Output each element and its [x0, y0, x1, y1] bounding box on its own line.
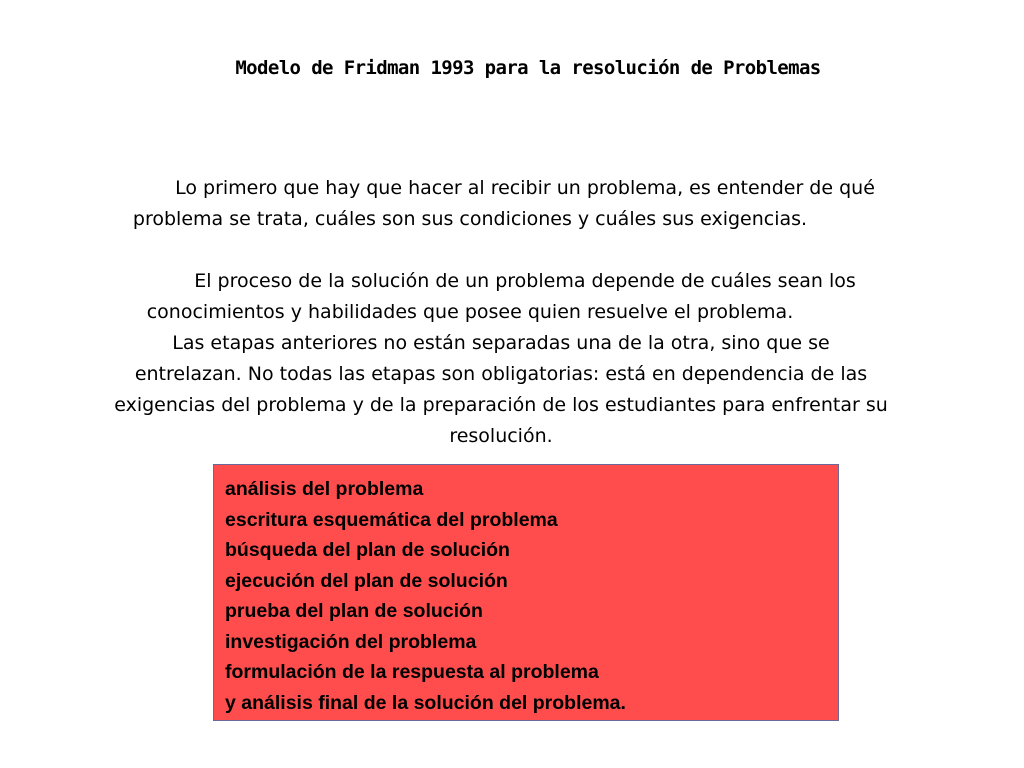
paragraph-understand-problem [0, 173, 1024, 235]
stage-item: formulación de la respuesta al problema [225, 661, 599, 683]
stage-item: ejecución del plan de solución [225, 569, 508, 592]
paragraph-line: problema se trata, cuáles son sus condiciones y cuáles sus exigencias. [132, 208, 808, 230]
paragraph-line: El proceso de la solución de un problema depende de cuáles sean los [194, 270, 856, 292]
stage-item: prueba del plan de solución [225, 600, 483, 622]
paragraph-stages-intertwined [0, 328, 1002, 452]
paragraph-line: resolución. [449, 425, 553, 447]
stage-item: y análisis final de la solución del problema. [225, 691, 626, 714]
paragraph-line: conocimientos y habilidades que posee quien resuelve el problema. [146, 301, 794, 323]
paragraph-line: Las etapas anteriores no están separadas una de la otra, sino que se [172, 332, 830, 354]
page-title: Modelo de Fridman 1993 para la resolución de Problemas [235, 57, 821, 79]
stages-list [225, 474, 838, 718]
stage-item: escritura esquemática del problema [225, 508, 558, 531]
stage-item: investigación del problema [225, 630, 477, 653]
stages-box [213, 464, 839, 721]
paragraph-line: entrelazan. No todas las etapas son obligatorias: está en dependencia de las [134, 363, 868, 385]
stage-item: búsqueda del plan de solución [225, 539, 510, 561]
stage-item: análisis del problema [225, 478, 424, 500]
paragraph-line: Lo primero que hay que hacer al recibir un problema, es entender de qué [175, 177, 875, 199]
paragraph-solution-process [0, 266, 1024, 328]
paragraph-line: exigencias del problema y de la preparación de los estudiantes para enfrentar su [114, 394, 888, 416]
